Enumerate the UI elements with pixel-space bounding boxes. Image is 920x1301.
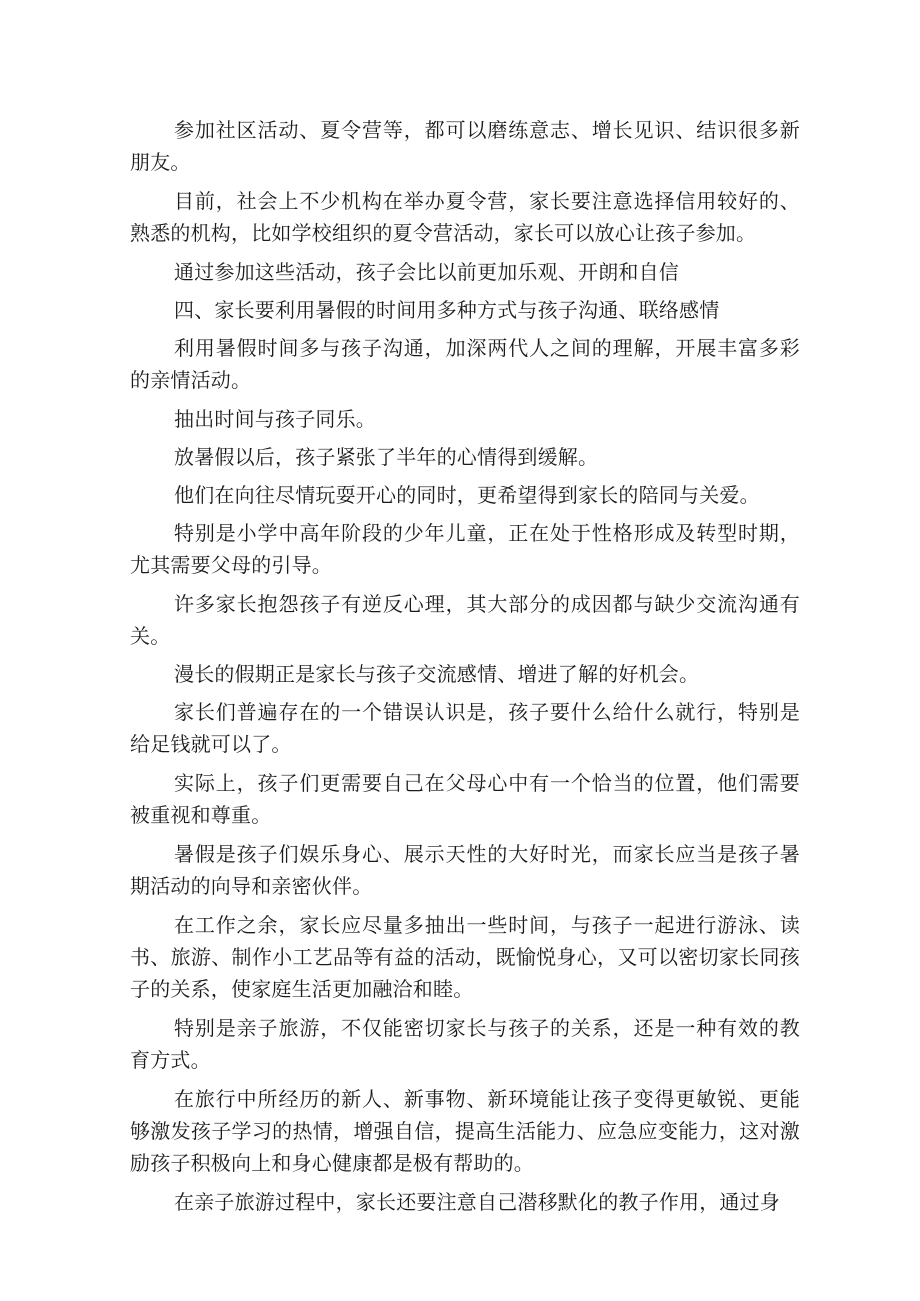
paragraph: 在工作之余，家长应尽量多抽出一些时间，与孩子一起进行游泳、读书、旅游、制作小工艺品等有益的活动，既愉悦身心，又可以密切家长同孩子的关系，使家庭生活更加融洽和睦。 xyxy=(130,913,800,1001)
section-heading: 四、家长要利用暑假的时间用多种方式与孩子沟通、联络感情 xyxy=(174,298,720,322)
paragraph: 他们在向往尽情玩耍开心的同时，更希望得到家长的陪同与关爱。 xyxy=(174,483,760,507)
paragraph: 利用暑假时间多与孩子沟通，加深两代人之间的理解，开展丰富多彩的亲情活动。 xyxy=(130,336,800,392)
paragraph: 家长们普遍存在的一个错误认识是，孩子要什么给什么就行，特别是给足钱就可以了。 xyxy=(130,700,800,756)
paragraph: 许多家长抱怨孩子有逆反心理，其大部分的成因都与缺少交流沟通有关。 xyxy=(130,592,800,648)
document-body xyxy=(130,114,800,1225)
paragraph: 暑假是孩子们娱乐身心、展示天性的大好时光，而家长应当是孩子暑期活动的向导和亲密伙伴。 xyxy=(130,842,800,898)
paragraph: 实际上，孩子们更需要自己在父母心中有一个恰当的位置，他们需要被重视和尊重。 xyxy=(130,771,800,827)
paragraph: 抽出时间与孩子同乐。 xyxy=(174,407,376,431)
paragraph: 特别是小学中高年阶段的少年儿童，正在处于性格形成及转型时期，尤其需要父母的引导。 xyxy=(130,521,800,577)
paragraph: 漫长的假期正是家长与孩子交流感情、增进了解的好机会。 xyxy=(174,662,700,686)
paragraph: 通过参加这些活动，孩子会比以前更加乐观、开朗和自信 xyxy=(174,260,679,284)
paragraph: 在亲子旅游过程中，家长还要注意自己潜移默化的教子作用，通过身 xyxy=(174,1190,780,1214)
paragraph: 目前，社会上不少机构在举办夏令营，家长要注意选择信用较好的、熟悉的机构，比如学校组织的夏令营活动，家长可以放心让孩子参加。 xyxy=(130,189,800,245)
paragraph: 参加社区活动、夏令营等，都可以磨练意志、增长见识、结识很多新朋友。 xyxy=(130,118,800,174)
paragraph: 特别是亲子旅游，不仅能密切家长与孩子的关系，还是一种有效的教育方式。 xyxy=(130,1016,800,1072)
paragraph: 在旅行中所经历的新人、新事物、新环境能让孩子变得更敏锐、更能够激发孩子学习的热情，增强自信，提高生活能力、应急应变能力，这对激励孩子积极向上和身心健康都是极有帮助的。 xyxy=(130,1087,800,1175)
paragraph: 放暑假以后，孩子紧张了半年的心情得到缓解。 xyxy=(174,445,599,469)
